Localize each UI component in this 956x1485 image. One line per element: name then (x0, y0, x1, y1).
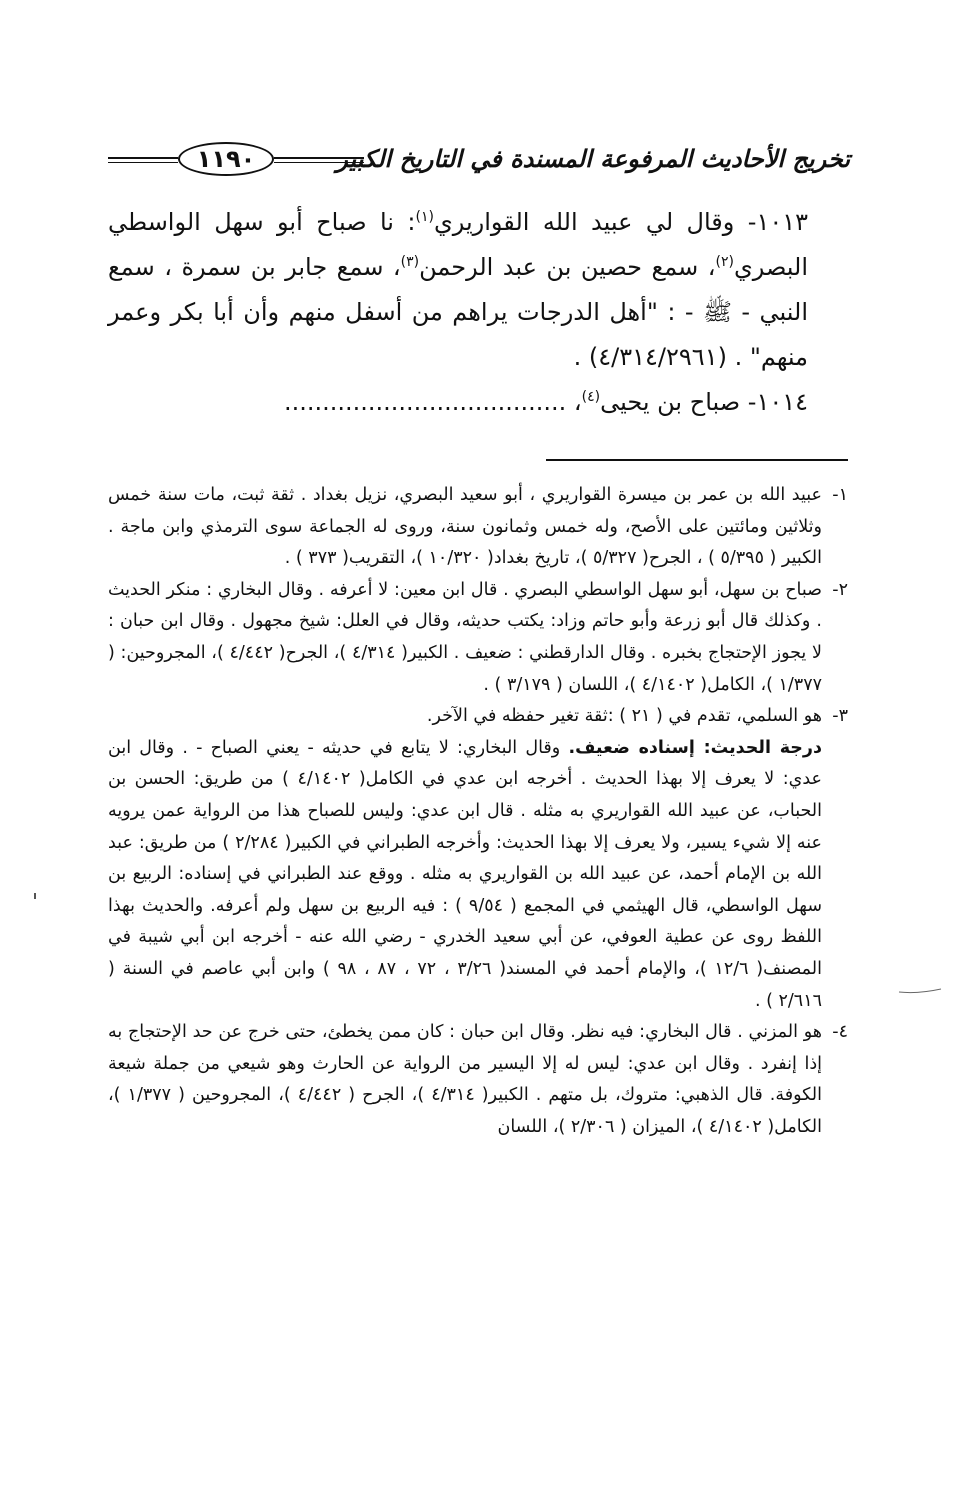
book-title: تخريج الأحاديث المرفوعة المسندة في التاريخ الكبير (336, 144, 850, 173)
hadith-1013 (108, 200, 848, 380)
footnote-3 (108, 701, 848, 1017)
footnote-ref: (٤) (581, 389, 601, 405)
hadith-text: ، سمع حصين بن عبد الرحمن (419, 253, 716, 281)
footnote-2 (108, 575, 848, 701)
footnotes (108, 480, 848, 1143)
footnote-4 (108, 1017, 848, 1143)
footnote-text: هو المزني . قال البخاري: فيه نظر. وقال ابن حبان : كان ممن يخطئ، حتى خرج عن حد الإحتجاج به إذا إنفرد . وقال ابن عدي: ليس له إلا اليسير من الرواية عن الحارث وهو شيعي من جملة شيعة الكوفة. قال الذهبي: متروك، بل متهم . الكبير( ٤/٣١٤ )، الجرح ( ٤/٤٤٢ )، المجروحين ( ١/٣٧٧ )، الكامل( ٤/١٤٠٢ )، الميزان ( ٢/٣٠٦ )، اللسان (108, 1022, 822, 1137)
scan-mark (898, 988, 942, 994)
hadith-grade-label: درجة الحديث: إسناده ضعيف. (568, 737, 822, 758)
running-header (108, 142, 850, 178)
footnote-text: صباح بن سهل، أبو سهل الواسطي البصري . قال ابن معين: لا أعرفه . وقال البخاري : منكر الحديث . وكذلك قال أبو زرعة وأبو حاتم وزاد: يكتب حديثه، وقال في العلل: شيخ مجهول . وقال ابن حبان : لا يجوز الإحتجاج بخبره . وقال الدارقطني : ضعيف . الكبير( ٤/٣١٤ )، الجرح( ٤/٤٤٢ )، المجروحين: ( ١/٣٧٧ )، الكامل( ٤/١٤٠٢ )، اللسان ( ٣/١٧٩ ) . (108, 579, 822, 695)
header-rule (108, 162, 178, 163)
footnote-1 (108, 480, 848, 575)
hadith-text: : نا صباح أبو سهل الواسطي البصري (108, 208, 808, 281)
hadith-text: ، سمع جابر بن سمرة ، سمع النبي - ﷺ - : "أهل الدرجات يراهم من أسفل منهم وأن أبا بكر وعمر منهم" . (٤/٣١٤/٢٩٦١) . (108, 253, 808, 371)
footnote-number: ٢- (832, 579, 848, 600)
footnote-ref: (١) (415, 209, 434, 225)
footnote-number: ٤- (832, 1022, 848, 1043)
main-text (108, 200, 848, 425)
footnote-number: ١- (832, 485, 848, 505)
page-number: ١١٩٠ (178, 142, 274, 176)
hadith-grade-text: وقال البخاري: لا يتابع في حديثه - يعني الصباح - . وقال ابن عدي: لا يعرف إلا بهذا الحديث . أخرجه ابن عدي في الكامل( ٤/١٤٠٢ ) من طريق: الحسن بن الحباب، عن عبيد الله القواريري به مثله . قال ابن عدي: وليس للصباح هذا من الرواية عمن يرويه عنه إلا شيء يسير، ولا يعرف إلا بهذا الحديث: وأخرجه الطبراني في الكبير( ٢/٢٨٤ ) من طريق: عبد الله بن الإمام أحمد، عن عبيد الله بن القواريري به مثله . ووقع عند الطبراني في إسناده: الربيع بن سهل الواسطي، قال الهيثمي في المجمع ( ٩/٥٤ ) : فيه الربيع بن سهل ولم أعرفه. والحديث بهذا اللفظ روى عن عطية العوفي، عن أبي سعيد الخدري - رضي الله عنه - أخرجه ابن أبي شيبة في المصنف( ١٢/٦ )، والإمام أحمد في المسند( ٣/٢٦ ، ٧٢ ، ٨٧ ، ٩٨ ) وابن أبي عاصم في السنة ( ٢/٦١٦ ) . (108, 737, 822, 1011)
footnote-text: هو السلمي، تقدم في ( ٢١ ) :ثقة تغير حفظه في الآخر. (426, 706, 822, 727)
hadith-1014 (108, 380, 848, 425)
footnote-ref: (٣) (400, 254, 420, 270)
header-rule (108, 157, 178, 159)
footnote-ref: (٢) (715, 254, 734, 270)
hadith-text: ١٠١٣- وقال لي عبيد الله القواريري (433, 208, 808, 236)
hadith-text: ١٠١٤- صباح بن يحيى (600, 388, 808, 416)
scan-mark (34, 893, 36, 899)
footnote-separator (546, 459, 848, 461)
ellipsis-dots: ..................................... (283, 388, 567, 416)
footnote-number: ٣- (832, 706, 848, 727)
footnote-text: عبيد الله بن عمر بن ميسرة القواريري ، أبو سعيد البصري، نزيل بغداد . ثقة ثبت، مات سنة خمس وثلاثين ومائتين على الأصح، وله خمس وثمانون سنة، وروى له الجماعة سوى الترمذي وابن ماجة . الكبير ( ٥/٣٩٥ ) ، الجرح( ٥/٣٢٧ )، تاريخ بغداد( ١٠/٣٢٠ )، التقريب( ٣٧٣ ) . (108, 485, 822, 569)
hadith-text: ، (566, 388, 582, 416)
